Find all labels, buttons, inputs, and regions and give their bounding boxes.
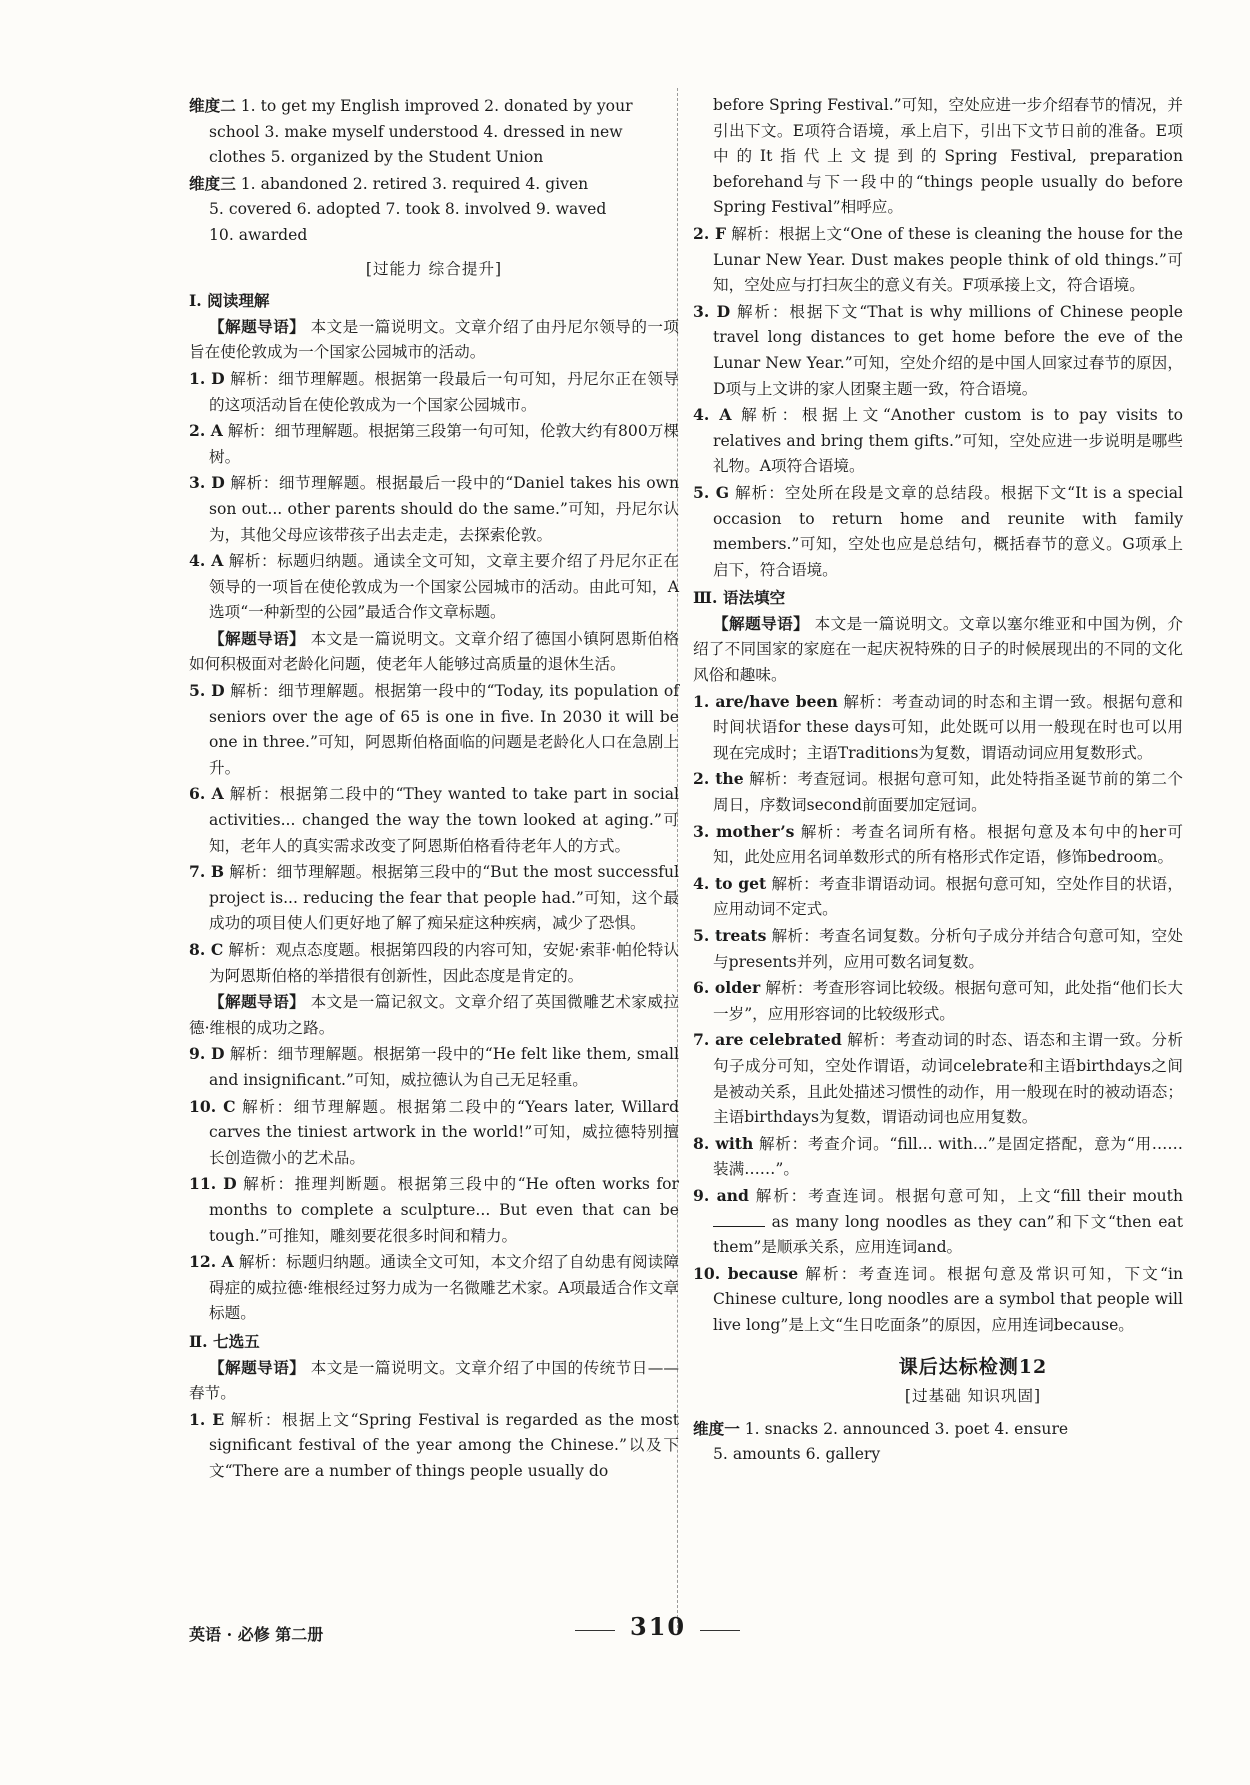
- answer-a5: 5. D 解析：细节理解题。根据第一段中的“Today, its population of seniors over the age of 65 is one in five. In 2030 it will be one in three.”可知，阿恩斯伯格面临的问题是老龄化人口在急剧上升。: [189, 681, 679, 777]
- answer-a6: 6. A 解析：根据第二段中的“They wanted to take part in social activities... changed the way the town looked at aging.”可知，老年人的真实需求改变了阿恩斯伯格看待老年人的方式。: [189, 784, 680, 855]
- answer-a3: 3. D 解析：细节理解题。根据最后一段中的“Daniel takes his own son out... other parents should do the same.”可知，丹尼尔认为，其他父母应该带孩子出去走走，去探索伦敦。: [189, 473, 679, 544]
- book-title: 英语 · 必修 第二册: [189, 1625, 324, 1644]
- answer-a10: 10. C 解析：细节理解题。根据第二段中的“Years later, Willard carves the tiniest artwork in the world!”可知，威拉德特别擅长创造微小的艺术品。: [189, 1096, 679, 1167]
- answer-b5: 5. G 解析：空处所在段是文章的总结段。根据下文“It is a special occasion to return home and reunite with family members.”可知，空处也应是总结句，概括春节的意义。G项承上启下，符合语境。: [693, 482, 1183, 579]
- answer-a1: 1. D 解析：细节理解题。根据第一段最后一句可知，丹尼尔正在领导的这项活动旨在使伦敦成为一个国家公园城市。: [189, 368, 679, 414]
- answer-c2: 2. the 解析：考查冠词。根据句意可知，此处特指圣诞节前的第二个周日，序数词second前面要加定冠词。: [693, 769, 1183, 815]
- answer-c4: 4. to get 解析：考查非谓语动词。根据句意可知，空处作目的状语，应用动词不定式。: [693, 873, 1183, 919]
- answer-b4: 4. A 解析：根据上文“Another custom is to pay visits to relatives and bring them gifts.”可知，空处应进一步说明是哪些礼物。A项符合语境。: [693, 405, 1183, 476]
- part-seven-five: Ⅱ. 七选五: [189, 1331, 260, 1351]
- answer-c9: 9. and 解析：考查连词。根据句意可知，上文“fill their mouth as many long noodles as they can”和下文“then eat them”是顺承关系，应用连词and。: [693, 1185, 1183, 1257]
- answer-a7: 7. B 解析：细节理解题。根据第三段中的“But the most successful project is... reducing the fear that people had.”可知，这个最成功的项目使人们更好地了解了痴呆症这种疾病，减少了恐惧。: [189, 862, 679, 933]
- answer-b2: 2. F 解析：根据上文“One of these is cleaning the house for the Lunar New Year. Dust makes people think of old things.”可知，空处应与打扫灰尘的意义有关。F项承接上文，符合语境。: [693, 223, 1183, 295]
- answer-a4: 4. A 解析：标题归纳题。通读全文可知，文章主要介绍了丹尼尔正在领导的一项旨在使伦敦成为一个国家公园城市的活动。由此可知，A选项“一种新型的公园”最适合作文章标题。: [189, 551, 679, 622]
- dim1-answers: 维度一 1. snacks 2. announced 3. poet 4. ensure 5. amounts 6. gallery: [693, 1418, 1069, 1464]
- answer-a8: 8. C 解析：观点态度题。根据第四段的内容可知，安妮·索菲·帕伦特认为阿恩斯伯格的举措很有创新性，因此态度是肯定的。: [189, 940, 679, 985]
- answer-c3: 3. mother’s 解析：考查名词所有格。根据句意及本句中的her可知，此处应用名词单数形式的所有格形式作定语，修饰bedroom。: [693, 821, 1183, 867]
- guide-c: 【解题导语】 本文是一篇记叙文。文章介绍了英国微雕艺术家威拉德·维根的成功之路。: [189, 992, 679, 1037]
- answer-c8: 8. with 解析：考查介词。“fill... with...”是固定搭配，意为“用……装满……”。: [693, 1133, 1183, 1179]
- test-title: 课后达标检测12: [898, 1355, 1048, 1378]
- footer-dash-right: [700, 1630, 740, 1631]
- right-column: [693, 93, 1183, 1468]
- answer-b1: 1. E 解析：根据上文“Spring Festival is regarded as the most significant festival of the year among the Chinese.”以及下文“There are a number of things people usually do: [189, 1409, 680, 1480]
- answer-c5: 5. treats 解析：考查名词复数。分析句子成分并结合句意可知，空处与presents并列，应用可数名词复数。: [693, 926, 1183, 971]
- answer-a12: 12. A 解析：标题归纳题。通读全文可知，本文介绍了自幼患有阅读障碍症的威拉德·维根经过努力成为一名微雕艺术家。A项最适合作文章标题。: [189, 1252, 679, 1323]
- left-column: [189, 93, 679, 1484]
- guide-a: 【解题导语】 本文是一篇说明文。文章介绍了由丹尼尔领导的一项旨在使伦敦成为一个国家公园城市的活动。: [189, 316, 679, 362]
- answer-c7: 7. are celebrated 解析：考查动词的时态、语态和主谓一致。分析句子成分可知，空处作谓语，动词celebrate和主语birthdays之间是被动关系，且此处描述习惯性的动作，用一般现在时的被动语态；主语birthdays为复数，谓语动词也应用复数。: [693, 1030, 1183, 1127]
- footer-dash-left: [575, 1630, 615, 1631]
- answer-c6: 6. older 解析：考查形容词比较级。根据句意可知，此处指“他们长大一岁”，应用形容词的比较级形式。: [693, 978, 1184, 1023]
- answer-a2: 2. A 解析：细节理解题。根据第三段第一句可知，伦敦大约有800万棵树。: [189, 421, 679, 466]
- answer-c1: 1. are/have been 解析：考查动词的时态和主谓一致。根据句意和时间状语for these days可知，此处既可以用一般现在时也可以用现在完成时；主语Traditions为复数，谓语动词应用复数形式。: [693, 691, 1183, 762]
- answer-b3: 3. D 解析：根据下文“That is why millions of Chinese people travel long distances to get home before the eve of the Lunar New Year.”可知，空处介绍的是中国人回家过春节的原因，D项与上文讲的家人团聚主题一致，符合语境。: [693, 301, 1183, 398]
- dim3-answers: 维度三 1. abandoned 2. retired 3. required 4. given 5. covered 6. adopted 7. took 8. involved 9. waved 10. awarded: [189, 173, 607, 244]
- guide-b: 【解题导语】 本文是一篇说明文。文章介绍了德国小镇阿恩斯伯格如何积极面对老龄化问题，使老年人能够过高质量的退休生活。: [189, 628, 679, 674]
- part-grammar: Ⅲ. 语法填空: [693, 588, 786, 608]
- answer-a11: 11. D 解析：推理判断题。根据第三段中的“He often works for months to complete a sculpture... But even that can be tough.”可推知，雕刻要花很多时间和精力。: [189, 1174, 679, 1245]
- dim2-answers: 维度二 1. to get my English improved 2. donated by your school 3. make myself understood 4. dressed in new clothes 5. organized by the Student Union: [189, 96, 633, 167]
- fill-blank: [713, 1212, 765, 1227]
- guide-d: 【解题导语】 本文是一篇说明文。文章介绍了中国的传统节日——春节。: [189, 1357, 679, 1403]
- answer-c10: 10. because 解析：考查连词。根据句意及常识可知，下文“in Chinese culture, long noodles are a symbol that people will live long”是上文“生日吃面条”的原因，应用连词because。: [693, 1263, 1183, 1334]
- answer-a9: 9. D 解析：细节理解题。根据第一段中的“He felt like them, small and insignificant.”可知，威拉德认为自己无足轻重。: [189, 1044, 679, 1089]
- page-number: 310: [630, 1612, 687, 1641]
- guide-e: 【解题导语】 本文是一篇说明文。文章以塞尔维亚和中国为例，介绍了不同国家的家庭在一起庆祝特殊的日子的时候展现出的不同的文化风俗和趣味。: [693, 613, 1183, 685]
- section-heading: [过能力 综合提升]: [365, 259, 503, 278]
- answer-b1-continued: before Spring Festival.”可知，空处应进一步介绍春节的情况，并引出下文。E项符合语境，承上启下，引出下文节日前的准备。E项中的It指代上文提到的Spring Festival, preparation beforehand与下一段中的“things people usually do before Spring Festival”相呼应。: [713, 96, 1183, 217]
- test-subheading: [过基础 知识巩固]: [904, 1387, 1042, 1406]
- part-reading: Ⅰ. 阅读理解: [189, 291, 270, 311]
